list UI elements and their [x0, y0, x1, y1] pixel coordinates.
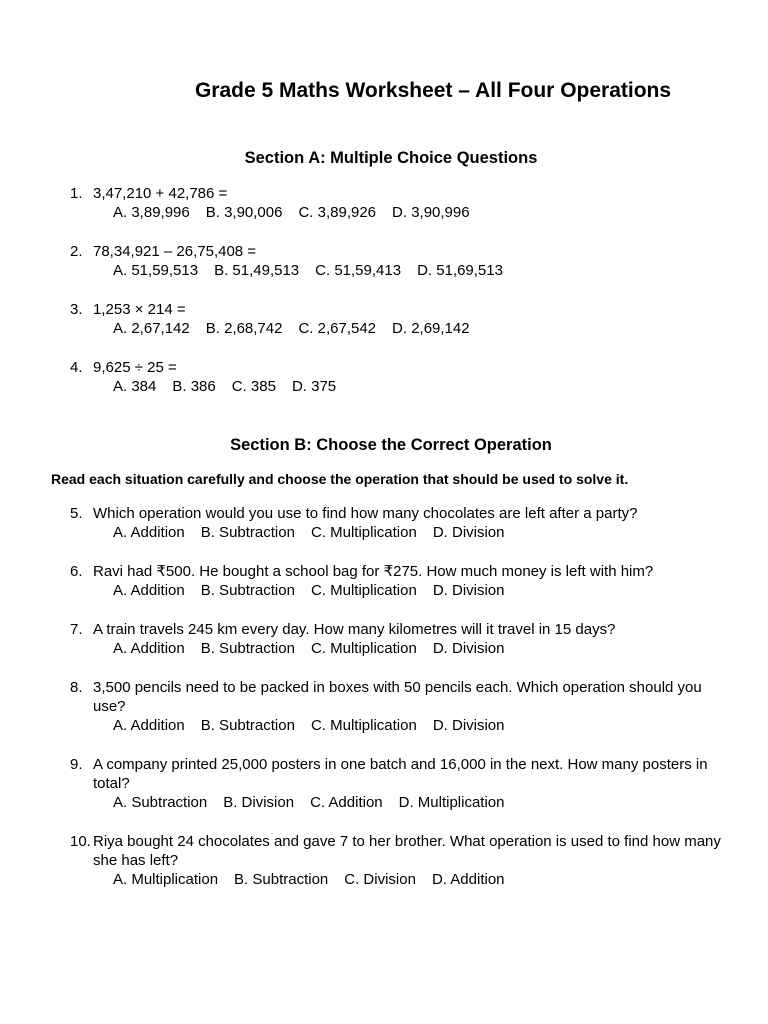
- question-number: 2.: [70, 243, 83, 260]
- question-text: 9,625 ÷ 25 =: [93, 359, 177, 376]
- answer-options: [113, 793, 730, 812]
- option-a: A. 2,67,142: [113, 320, 190, 337]
- answer-options: [113, 203, 730, 222]
- option-a: A. 384: [113, 378, 157, 395]
- option-c: C. Multiplication: [310, 717, 417, 734]
- option-a: A. 51,59,513: [113, 262, 199, 279]
- option-d: D. 3,90,996: [392, 204, 470, 221]
- option-a: A. Addition: [113, 717, 185, 734]
- question-item: [70, 300, 730, 338]
- answer-options: [113, 523, 730, 542]
- question-item: [70, 184, 730, 222]
- option-b: B. Division: [223, 794, 295, 811]
- option-b: B. Subtraction: [200, 524, 295, 541]
- question-item: [70, 562, 730, 600]
- option-c: C. 385: [231, 378, 276, 395]
- section-a-heading: Section A: Multiple Choice Questions: [244, 149, 538, 167]
- option-c: C. 2,67,542: [298, 320, 377, 337]
- option-c: C. Multiplication: [310, 582, 417, 599]
- section-b-instructions: Read each situation carefully and choose the operation that should be used to solve it.: [51, 471, 629, 487]
- option-d: D. Multiplication: [398, 794, 505, 811]
- option-a: A. Addition: [113, 640, 185, 657]
- option-c: C. 51,59,413: [315, 262, 402, 279]
- option-d: D. 51,69,513: [417, 262, 503, 279]
- option-d: D. 2,69,142: [392, 320, 470, 337]
- question-text: Riya bought 24 chocolates and gave 7 to her brother. What operation is used to find how many she has left?: [93, 833, 721, 869]
- question-item: [70, 620, 730, 658]
- question-item: [70, 504, 730, 542]
- question-number: 5.: [70, 505, 83, 522]
- option-b: B. Subtraction: [200, 582, 295, 599]
- option-b: B. 386: [172, 378, 216, 395]
- question-text: Ravi had ₹500. He bought a school bag for ₹275. How much money is left with him?: [93, 563, 654, 580]
- question-number: 8.: [70, 679, 83, 696]
- question-text: 3,500 pencils need to be packed in boxes with 50 pencils each. Which operation should you use?: [93, 679, 702, 715]
- question-text: 78,34,921 – 26,75,408 =: [93, 243, 257, 260]
- option-b: B. Subtraction: [200, 640, 295, 657]
- option-b: B. Subtraction: [234, 871, 329, 888]
- question-text: 3,47,210 + 42,786 =: [93, 185, 228, 202]
- option-d: D. Division: [432, 524, 505, 541]
- question-item: [70, 678, 730, 735]
- question-text: A company printed 25,000 posters in one batch and 16,000 in the next. How many posters in total?: [93, 756, 708, 792]
- question-text: A train travels 245 km every day. How many kilometres will it travel in 15 days?: [93, 621, 616, 638]
- question-number: 4.: [70, 359, 83, 376]
- option-b: B. 51,49,513: [214, 262, 300, 279]
- option-d: D. Division: [432, 717, 505, 734]
- option-a: A. Addition: [113, 524, 185, 541]
- answer-options: [113, 261, 730, 280]
- question-item: [70, 832, 730, 889]
- section-b-heading: Section B: Choose the Correct Operation: [230, 436, 552, 454]
- question-number: 6.: [70, 563, 83, 580]
- question-number: 7.: [70, 621, 83, 638]
- option-d: D. Addition: [431, 871, 505, 888]
- option-a: A. Multiplication: [113, 871, 219, 888]
- option-d: D. Division: [432, 582, 505, 599]
- option-d: D. 375: [291, 378, 337, 395]
- option-c: C. 3,89,926: [298, 204, 377, 221]
- option-a: A. 3,89,996: [113, 204, 190, 221]
- answer-options: [113, 319, 730, 338]
- option-c: C. Division: [344, 871, 416, 888]
- question-item: [70, 755, 730, 812]
- question-number: 3.: [70, 301, 83, 318]
- option-b: B. 3,90,006: [205, 204, 283, 221]
- answer-options: [113, 581, 730, 600]
- question-number: 1.: [70, 185, 83, 202]
- option-a: A. Subtraction: [113, 794, 208, 811]
- option-c: C. Multiplication: [310, 640, 417, 657]
- option-b: B. 2,68,742: [205, 320, 283, 337]
- answer-options: [113, 870, 730, 889]
- question-item: [70, 242, 730, 280]
- option-d: D. Division: [432, 640, 505, 657]
- option-b: B. Subtraction: [200, 717, 295, 734]
- option-c: C. Multiplication: [310, 524, 417, 541]
- question-text: 1,253 × 214 =: [93, 301, 186, 318]
- question-number: 9.: [70, 756, 83, 773]
- answer-options: [113, 639, 730, 658]
- answer-options: [113, 377, 730, 396]
- question-text: Which operation would you use to find how many chocolates are left after a party?: [93, 505, 638, 522]
- page-title: Grade 5 Maths Worksheet – All Four Operations: [194, 79, 672, 102]
- option-a: A. Addition: [113, 582, 185, 599]
- answer-options: [113, 716, 730, 735]
- question-number: 10.: [70, 833, 91, 850]
- question-item: [70, 358, 730, 396]
- option-c: C. Addition: [310, 794, 383, 811]
